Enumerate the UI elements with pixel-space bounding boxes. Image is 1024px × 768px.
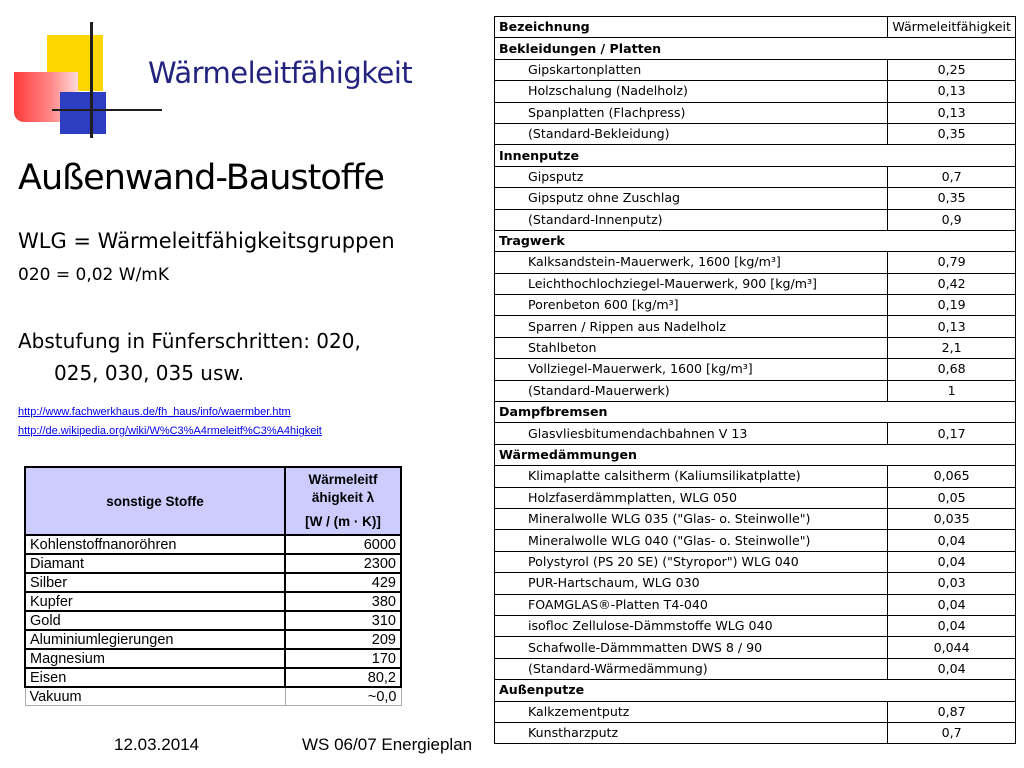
table-row [495, 487, 1016, 508]
table-row [495, 188, 1016, 209]
material-name: Gipsputz [495, 166, 888, 187]
material-name: Schafwolle-Dämmmatten DWS 8 / 90 [495, 637, 888, 658]
material-value: 0,04 [888, 551, 1016, 572]
table-row [25, 592, 401, 611]
material-value: 0,7 [888, 722, 1016, 743]
other-materials-table [24, 466, 402, 706]
material-name: Klimaplatte calsitherm (Kaliumsilikatplatte) [495, 466, 888, 487]
material-value: 0,13 [888, 102, 1016, 123]
material-name: Gipsputz ohne Zuschlag [495, 188, 888, 209]
table-row [495, 209, 1016, 230]
material-value: 0,13 [888, 81, 1016, 102]
material-value: 0,13 [888, 316, 1016, 337]
material-value: 0,7 [888, 166, 1016, 187]
material-value: 0,04 [888, 594, 1016, 615]
material-name: Vollziegel-Mauerwerk, 1600 [kg/m³] [495, 359, 888, 380]
table-row [495, 166, 1016, 187]
slide-title: Wärmeleitfähigkeit [148, 56, 413, 90]
material-value: 0,19 [888, 295, 1016, 316]
material-name: Stahlbeton [495, 337, 888, 358]
material-value: 0,04 [888, 658, 1016, 679]
wlg-definition: WLG = Wärmeleitfähigkeitsgruppen [18, 229, 395, 253]
material-value: 0,03 [888, 573, 1016, 594]
material-name: (Standard-Innenputz) [495, 209, 888, 230]
table-row [495, 380, 1016, 401]
table-row [25, 649, 401, 668]
material-name: Polystyrol (PS 20 SE) ("Styropor") WLG 040 [495, 551, 888, 572]
category-row [495, 145, 1016, 166]
table-row [495, 615, 1016, 636]
table-row [495, 273, 1016, 294]
material-name: Glasvliesbitumendachbahnen V 13 [495, 423, 888, 444]
material-name: Gold [25, 611, 285, 630]
material-name: Kunstharzputz [495, 722, 888, 743]
table-row [25, 630, 401, 649]
material-name: Diamant [25, 554, 285, 573]
table-row [495, 123, 1016, 144]
table-row [495, 658, 1016, 679]
material-name: Silber [25, 573, 285, 592]
material-name: Spanplatten (Flachpress) [495, 102, 888, 123]
material-name: Eisen [25, 668, 285, 687]
material-name: PUR-Hartschaum, WLG 030 [495, 573, 888, 594]
material-value: 0,044 [888, 637, 1016, 658]
material-value: 2300 [285, 554, 401, 573]
steps-line-2: 025, 030, 035 usw. [54, 361, 245, 385]
material-value: 0,79 [888, 252, 1016, 273]
material-value: 0,87 [888, 701, 1016, 722]
material-value: 0,05 [888, 487, 1016, 508]
table-row [495, 102, 1016, 123]
table-row [495, 530, 1016, 551]
material-value: 429 [285, 573, 401, 592]
material-value: 0,68 [888, 359, 1016, 380]
table-header-row [495, 17, 1016, 38]
material-value: 380 [285, 592, 401, 611]
material-name: Kalksandstein-Mauerwerk, 1600 [kg/m³] [495, 252, 888, 273]
category-row [495, 680, 1016, 701]
building-materials-table [494, 16, 1016, 744]
header-name: Bezeichnung [495, 17, 888, 38]
category-label: Bekleidungen / Platten [495, 38, 1016, 59]
material-name: Mineralwolle WLG 035 ("Glas- o. Steinwolle") [495, 508, 888, 529]
building-materials-body [495, 17, 1016, 744]
category-row [495, 402, 1016, 423]
material-value: 0,035 [888, 508, 1016, 529]
table-row [495, 551, 1016, 572]
material-name: Mineralwolle WLG 040 ("Glas- o. Steinwolle") [495, 530, 888, 551]
table-row [495, 337, 1016, 358]
table-row [495, 295, 1016, 316]
link-fachwerkhaus[interactable]: http://www.fachwerkhaus.de/fh_haus/info/waermber.htm [18, 406, 291, 418]
table-row [25, 535, 401, 554]
other-materials-body [25, 535, 401, 706]
material-value: ~0,0 [285, 687, 401, 706]
category-row [495, 38, 1016, 59]
material-value: 0,35 [888, 188, 1016, 209]
deco-vertical-line [90, 22, 93, 138]
link-wikipedia[interactable]: http://de.wikipedia.org/wiki/W%C3%A4rmeleitf%C3%A4higkeit [18, 425, 322, 437]
material-value: 0,42 [888, 273, 1016, 294]
table-row [25, 611, 401, 630]
table-row [495, 359, 1016, 380]
material-name: Magnesium [25, 649, 285, 668]
category-row [495, 230, 1016, 251]
material-name: Aluminiumlegierungen [25, 630, 285, 649]
material-value: 310 [285, 611, 401, 630]
table-row [495, 59, 1016, 80]
header-value-line-2: ähigkeit λ [311, 490, 375, 505]
material-value: 80,2 [285, 668, 401, 687]
category-label: Innenputze [495, 145, 1016, 166]
material-name: Vakuum [25, 687, 285, 706]
section-heading: Außenwand-Baustoffe [18, 158, 384, 198]
header-value [285, 467, 401, 535]
footer-date: 12.03.2014 [114, 735, 200, 754]
material-value: 0,04 [888, 530, 1016, 551]
table-row [495, 701, 1016, 722]
material-value: 0,065 [888, 466, 1016, 487]
table-row [495, 466, 1016, 487]
unit-example: 020 = 0,02 W/mK [18, 265, 169, 285]
header-value-line-1: Wärmeleitf [308, 472, 378, 487]
header-name: sonstige Stoffe [25, 467, 285, 535]
material-value: 0,25 [888, 59, 1016, 80]
material-name: Sparren / Rippen aus Nadelholz [495, 316, 888, 337]
material-name: Holzschalung (Nadelholz) [495, 81, 888, 102]
table-row [495, 594, 1016, 615]
material-value: 209 [285, 630, 401, 649]
table-row [495, 722, 1016, 743]
material-name: (Standard-Mauerwerk) [495, 380, 888, 401]
footer-course: WS 06/07 Energieplan [302, 735, 473, 754]
material-value: 6000 [285, 535, 401, 554]
table-row [495, 637, 1016, 658]
category-label: Tragwerk [495, 230, 1016, 251]
material-name: Holzfaserdämmplatten, WLG 050 [495, 487, 888, 508]
material-value: 0,04 [888, 615, 1016, 636]
category-row [495, 444, 1016, 465]
category-label: Dampfbremsen [495, 402, 1016, 423]
material-name: Porenbeton 600 [kg/m³] [495, 295, 888, 316]
material-name: isofloc Zellulose-Dämmstoffe WLG 040 [495, 615, 888, 636]
table-header-row [25, 467, 401, 535]
steps-text [18, 325, 361, 389]
material-name: Kohlenstoffnanoröhren [25, 535, 285, 554]
table-row [25, 687, 401, 706]
material-name: Leichthochlochziegel-Mauerwerk, 900 [kg/m³] [495, 273, 888, 294]
material-value: 0,35 [888, 123, 1016, 144]
material-name: Kupfer [25, 592, 285, 611]
material-name: FOAMGLAS®-Platten T4-040 [495, 594, 888, 615]
table-row [25, 668, 401, 687]
category-label: Wärmedämmungen [495, 444, 1016, 465]
material-value: 2,1 [888, 337, 1016, 358]
steps-line-1: Abstufung in Fünferschritten: 020, [18, 329, 361, 353]
material-name: (Standard-Wärmedämmung) [495, 658, 888, 679]
material-value: 170 [285, 649, 401, 668]
table-row [495, 316, 1016, 337]
table-row [495, 508, 1016, 529]
deco-horizontal-line [52, 109, 162, 111]
material-name: (Standard-Bekleidung) [495, 123, 888, 144]
material-value: 1 [888, 380, 1016, 401]
deco-blue-square [60, 92, 106, 134]
table-row [25, 554, 401, 573]
material-value: 0,9 [888, 209, 1016, 230]
table-row [495, 423, 1016, 444]
table-row [495, 81, 1016, 102]
material-name: Kalkzementputz [495, 701, 888, 722]
material-value: 0,17 [888, 423, 1016, 444]
header-value: Wärmeleitfähigkeit [888, 17, 1016, 38]
table-row [495, 252, 1016, 273]
category-label: Außenputze [495, 680, 1016, 701]
table-row [495, 573, 1016, 594]
material-name: Gipskartonplatten [495, 59, 888, 80]
header-value-unit: [W / (m · K)] [305, 514, 381, 529]
table-row [25, 573, 401, 592]
